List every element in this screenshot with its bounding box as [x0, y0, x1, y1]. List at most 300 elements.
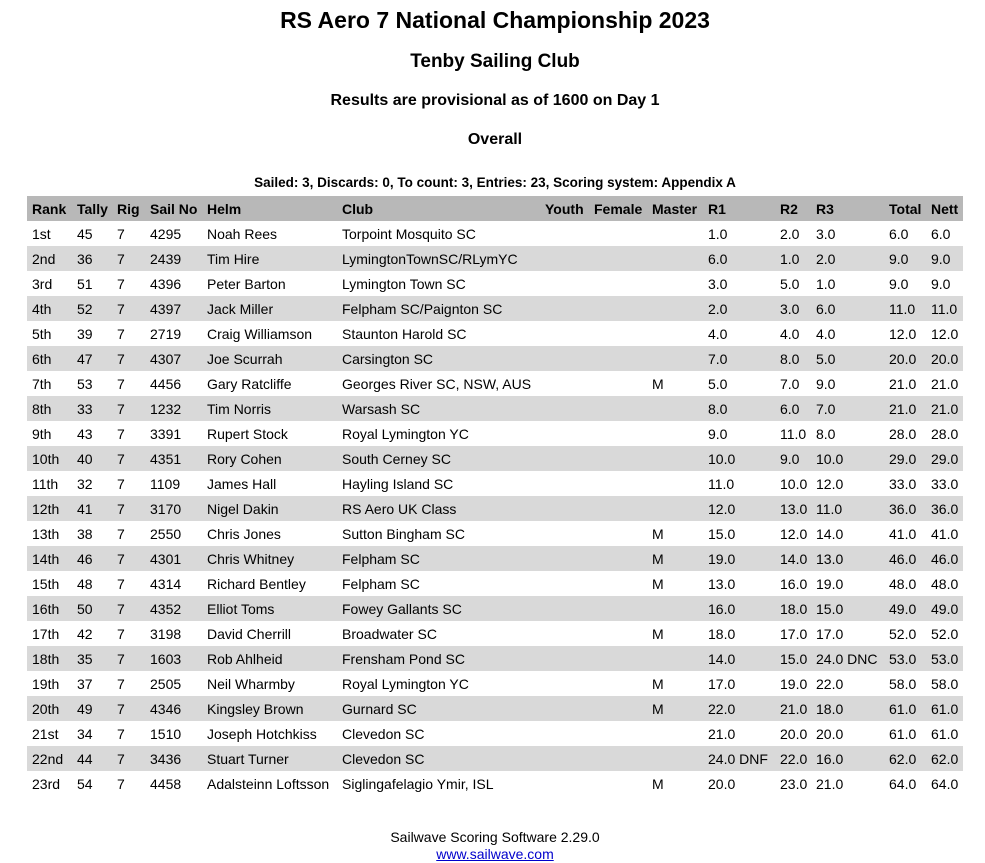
cell-tally: 42 — [72, 621, 112, 646]
cell-club: Gurnard SC — [337, 696, 540, 721]
cell-female — [589, 246, 647, 271]
cell-club: Georges River SC, NSW, AUS — [337, 371, 540, 396]
cell-sail-no: 1603 — [145, 646, 202, 671]
cell-sail-no: 3170 — [145, 496, 202, 521]
cell-youth — [540, 371, 589, 396]
cell-helm: Chris Whitney — [202, 546, 337, 571]
cell-nett: 33.0 — [926, 471, 963, 496]
cell-tally: 34 — [72, 721, 112, 746]
cell-helm: Adalsteinn Loftsson — [202, 771, 337, 796]
cell-rank: 23rd — [27, 771, 72, 796]
column-header-r1: R1 — [703, 196, 775, 221]
cell-total: 58.0 — [884, 671, 926, 696]
cell-r2: 21.0 — [775, 696, 811, 721]
cell-youth — [540, 546, 589, 571]
cell-rank: 8th — [27, 396, 72, 421]
cell-youth — [540, 421, 589, 446]
table-row — [27, 421, 963, 446]
cell-rig: 7 — [112, 696, 145, 721]
cell-sail-no: 3391 — [145, 421, 202, 446]
cell-rig: 7 — [112, 421, 145, 446]
cell-r2: 8.0 — [775, 346, 811, 371]
cell-helm: Craig Williamson — [202, 321, 337, 346]
cell-nett: 46.0 — [926, 546, 963, 571]
cell-r1: 1.0 — [703, 221, 775, 246]
cell-master: M — [647, 546, 703, 571]
cell-master — [647, 721, 703, 746]
cell-r1: 7.0 — [703, 346, 775, 371]
cell-master — [647, 296, 703, 321]
cell-rig: 7 — [112, 521, 145, 546]
cell-r1: 13.0 — [703, 571, 775, 596]
cell-r1: 3.0 — [703, 271, 775, 296]
table-row — [27, 571, 963, 596]
cell-nett: 61.0 — [926, 696, 963, 721]
cell-rank: 15th — [27, 571, 72, 596]
cell-r1: 16.0 — [703, 596, 775, 621]
cell-female — [589, 771, 647, 796]
cell-r3: 12.0 — [811, 471, 884, 496]
cell-nett: 9.0 — [926, 271, 963, 296]
column-header-rig: Rig — [112, 196, 145, 221]
cell-female — [589, 471, 647, 496]
cell-youth — [540, 296, 589, 321]
table-row — [27, 446, 963, 471]
cell-master: M — [647, 621, 703, 646]
cell-sail-no: 4458 — [145, 771, 202, 796]
venue-title: Tenby Sailing Club — [410, 51, 580, 72]
cell-female — [589, 421, 647, 446]
cell-master: M — [647, 671, 703, 696]
cell-total: 29.0 — [884, 446, 926, 471]
cell-female — [589, 446, 647, 471]
cell-youth — [540, 246, 589, 271]
table-row — [27, 746, 963, 771]
cell-total: 48.0 — [884, 571, 926, 596]
cell-rig: 7 — [112, 446, 145, 471]
cell-r1: 22.0 — [703, 696, 775, 721]
cell-nett: 52.0 — [926, 621, 963, 646]
cell-club: Felpham SC — [337, 546, 540, 571]
cell-r3: 18.0 — [811, 696, 884, 721]
cell-r3: 19.0 — [811, 571, 884, 596]
table-row — [27, 771, 963, 796]
cell-r3: 13.0 — [811, 546, 884, 571]
table-row — [27, 496, 963, 521]
cell-r3: 4.0 — [811, 321, 884, 346]
cell-club: Lymington Town SC — [337, 271, 540, 296]
cell-r2: 1.0 — [775, 246, 811, 271]
cell-female — [589, 521, 647, 546]
cell-total: 52.0 — [884, 621, 926, 646]
table-row — [27, 621, 963, 646]
cell-total: 20.0 — [884, 346, 926, 371]
cell-r2: 15.0 — [775, 646, 811, 671]
cell-rank: 1st — [27, 221, 72, 246]
cell-female — [589, 271, 647, 296]
cell-r3: 10.0 — [811, 446, 884, 471]
cell-rig: 7 — [112, 721, 145, 746]
cell-r1: 21.0 — [703, 721, 775, 746]
cell-rig: 7 — [112, 321, 145, 346]
cell-club: Royal Lymington YC — [337, 671, 540, 696]
cell-r1: 4.0 — [703, 321, 775, 346]
cell-rank: 11th — [27, 471, 72, 496]
cell-rank: 12th — [27, 496, 72, 521]
cell-master: M — [647, 771, 703, 796]
cell-female — [589, 746, 647, 771]
table-row — [27, 596, 963, 621]
cell-total: 11.0 — [884, 296, 926, 321]
cell-r1: 24.0 DNF — [703, 746, 775, 771]
cell-r3: 9.0 — [811, 371, 884, 396]
cell-master — [647, 421, 703, 446]
cell-r3: 8.0 — [811, 421, 884, 446]
cell-r2: 16.0 — [775, 571, 811, 596]
cell-total: 41.0 — [884, 521, 926, 546]
cell-female — [589, 621, 647, 646]
cell-tally: 32 — [72, 471, 112, 496]
cell-r2: 12.0 — [775, 521, 811, 546]
cell-master — [647, 221, 703, 246]
cell-r1: 15.0 — [703, 521, 775, 546]
cell-club: Clevedon SC — [337, 746, 540, 771]
cell-female — [589, 721, 647, 746]
cell-tally: 39 — [72, 321, 112, 346]
cell-sail-no: 4456 — [145, 371, 202, 396]
cell-total: 61.0 — [884, 721, 926, 746]
cell-tally: 35 — [72, 646, 112, 671]
table-row — [27, 696, 963, 721]
cell-tally: 44 — [72, 746, 112, 771]
cell-helm: Gary Ratcliffe — [202, 371, 337, 396]
cell-female — [589, 496, 647, 521]
cell-youth — [540, 671, 589, 696]
cell-r2: 4.0 — [775, 321, 811, 346]
cell-r3: 14.0 — [811, 521, 884, 546]
cell-r2: 14.0 — [775, 546, 811, 571]
table-row — [27, 371, 963, 396]
cell-youth — [540, 646, 589, 671]
cell-r3: 7.0 — [811, 396, 884, 421]
cell-total: 21.0 — [884, 396, 926, 421]
cell-total: 49.0 — [884, 596, 926, 621]
cell-master — [647, 646, 703, 671]
cell-r2: 5.0 — [775, 271, 811, 296]
cell-helm: Peter Barton — [202, 271, 337, 296]
cell-helm: Neil Wharmby — [202, 671, 337, 696]
cell-total: 21.0 — [884, 371, 926, 396]
cell-r2: 20.0 — [775, 721, 811, 746]
cell-sail-no: 4352 — [145, 596, 202, 621]
cell-rank: 19th — [27, 671, 72, 696]
cell-sail-no: 4396 — [145, 271, 202, 296]
cell-club: Torpoint Mosquito SC — [337, 221, 540, 246]
cell-tally: 41 — [72, 496, 112, 521]
cell-sail-no: 1232 — [145, 396, 202, 421]
cell-youth — [540, 721, 589, 746]
cell-sail-no: 2719 — [145, 321, 202, 346]
cell-nett: 21.0 — [926, 396, 963, 421]
section-title: Overall — [467, 131, 523, 148]
cell-r1: 9.0 — [703, 421, 775, 446]
software-credit: Sailwave Scoring Software 2.29.0 — [390, 829, 600, 845]
cell-sail-no: 3198 — [145, 621, 202, 646]
cell-helm: Chris Jones — [202, 521, 337, 546]
cell-total: 12.0 — [884, 321, 926, 346]
cell-nett: 49.0 — [926, 596, 963, 621]
cell-r3: 20.0 — [811, 721, 884, 746]
cell-female — [589, 221, 647, 246]
cell-tally: 45 — [72, 221, 112, 246]
cell-female — [589, 646, 647, 671]
cell-club: Sutton Bingham SC — [337, 521, 540, 546]
cell-r3: 5.0 — [811, 346, 884, 371]
cell-nett: 28.0 — [926, 421, 963, 446]
cell-tally: 54 — [72, 771, 112, 796]
cell-tally: 37 — [72, 671, 112, 696]
cell-tally: 53 — [72, 371, 112, 396]
table-row — [27, 521, 963, 546]
cell-helm: Tim Norris — [202, 396, 337, 421]
column-header-helm: Helm — [202, 196, 337, 221]
sailwave-link[interactable]: www.sailwave.com — [436, 846, 554, 862]
cell-rig: 7 — [112, 296, 145, 321]
cell-total: 6.0 — [884, 221, 926, 246]
cell-master: M — [647, 696, 703, 721]
cell-r3: 16.0 — [811, 746, 884, 771]
cell-sail-no: 1510 — [145, 721, 202, 746]
cell-r1: 5.0 — [703, 371, 775, 396]
cell-rig: 7 — [112, 221, 145, 246]
cell-female — [589, 346, 647, 371]
cell-club: Hayling Island SC — [337, 471, 540, 496]
cell-club: Royal Lymington YC — [337, 421, 540, 446]
cell-youth — [540, 521, 589, 546]
cell-helm: Rupert Stock — [202, 421, 337, 446]
cell-r1: 19.0 — [703, 546, 775, 571]
cell-nett: 11.0 — [926, 296, 963, 321]
cell-rig: 7 — [112, 671, 145, 696]
cell-female — [589, 546, 647, 571]
cell-nett: 41.0 — [926, 521, 963, 546]
column-header-r2: R2 — [775, 196, 811, 221]
cell-rank: 2nd — [27, 246, 72, 271]
cell-r1: 18.0 — [703, 621, 775, 646]
cell-total: 33.0 — [884, 471, 926, 496]
cell-tally: 36 — [72, 246, 112, 271]
provisional-status: Results are provisional as of 1600 on Day 1 — [330, 92, 660, 109]
cell-club: Broadwater SC — [337, 621, 540, 646]
cell-nett: 61.0 — [926, 721, 963, 746]
cell-total: 53.0 — [884, 646, 926, 671]
cell-total: 64.0 — [884, 771, 926, 796]
cell-rig: 7 — [112, 396, 145, 421]
table-row — [27, 671, 963, 696]
cell-total: 62.0 — [884, 746, 926, 771]
cell-tally: 49 — [72, 696, 112, 721]
cell-youth — [540, 471, 589, 496]
results-table — [27, 196, 963, 796]
cell-r3: 3.0 — [811, 221, 884, 246]
cell-r1: 8.0 — [703, 396, 775, 421]
cell-tally: 51 — [72, 271, 112, 296]
cell-total: 9.0 — [884, 271, 926, 296]
cell-rank: 6th — [27, 346, 72, 371]
cell-master — [647, 321, 703, 346]
cell-sail-no: 4314 — [145, 571, 202, 596]
cell-club: LymingtonTownSC/RLymYC — [337, 246, 540, 271]
column-header-female: Female — [589, 196, 647, 221]
cell-club: Carsington SC — [337, 346, 540, 371]
cell-r2: 10.0 — [775, 471, 811, 496]
table-row — [27, 471, 963, 496]
cell-helm: Rob Ahlheid — [202, 646, 337, 671]
column-header-sail-no: Sail No — [145, 196, 202, 221]
cell-r2: 19.0 — [775, 671, 811, 696]
table-row — [27, 396, 963, 421]
cell-youth — [540, 496, 589, 521]
cell-youth — [540, 696, 589, 721]
table-row — [27, 346, 963, 371]
cell-tally: 33 — [72, 396, 112, 421]
cell-r3: 17.0 — [811, 621, 884, 646]
cell-tally: 40 — [72, 446, 112, 471]
cell-rank: 18th — [27, 646, 72, 671]
cell-club: Clevedon SC — [337, 721, 540, 746]
cell-youth — [540, 446, 589, 471]
table-row — [27, 546, 963, 571]
cell-master: M — [647, 521, 703, 546]
results-header — [27, 196, 963, 221]
cell-helm: Jack Miller — [202, 296, 337, 321]
cell-total: 61.0 — [884, 696, 926, 721]
cell-club: Felpham SC — [337, 571, 540, 596]
cell-r3: 2.0 — [811, 246, 884, 271]
cell-helm: Nigel Dakin — [202, 496, 337, 521]
cell-rig: 7 — [112, 496, 145, 521]
table-row — [27, 221, 963, 246]
page-title: RS Aero 7 National Championship 2023 — [280, 7, 710, 33]
cell-club: Siglingafelagio Ymir, ISL — [337, 771, 540, 796]
cell-tally: 47 — [72, 346, 112, 371]
cell-rig: 7 — [112, 571, 145, 596]
cell-sail-no: 3436 — [145, 746, 202, 771]
cell-r1: 10.0 — [703, 446, 775, 471]
footer — [0, 829, 985, 863]
cell-rig: 7 — [112, 621, 145, 646]
cell-r1: 6.0 — [703, 246, 775, 271]
cell-r1: 12.0 — [703, 496, 775, 521]
cell-nett: 58.0 — [926, 671, 963, 696]
column-header-tally: Tally — [72, 196, 112, 221]
cell-rig: 7 — [112, 271, 145, 296]
cell-rig: 7 — [112, 746, 145, 771]
column-header-r3: R3 — [811, 196, 884, 221]
cell-r3: 21.0 — [811, 771, 884, 796]
cell-rank: 17th — [27, 621, 72, 646]
cell-r2: 23.0 — [775, 771, 811, 796]
table-row — [27, 271, 963, 296]
cell-youth — [540, 346, 589, 371]
cell-sail-no: 4295 — [145, 221, 202, 246]
cell-r2: 11.0 — [775, 421, 811, 446]
cell-helm: Stuart Turner — [202, 746, 337, 771]
cell-tally: 50 — [72, 596, 112, 621]
cell-nett: 9.0 — [926, 246, 963, 271]
cell-nett: 6.0 — [926, 221, 963, 246]
cell-helm: Noah Rees — [202, 221, 337, 246]
cell-helm: Rory Cohen — [202, 446, 337, 471]
column-header-youth: Youth — [540, 196, 589, 221]
cell-master: M — [647, 571, 703, 596]
cell-sail-no: 4346 — [145, 696, 202, 721]
cell-r2: 17.0 — [775, 621, 811, 646]
table-row — [27, 321, 963, 346]
cell-r3: 15.0 — [811, 596, 884, 621]
cell-master — [647, 496, 703, 521]
cell-youth — [540, 746, 589, 771]
cell-nett: 53.0 — [926, 646, 963, 671]
cell-youth — [540, 271, 589, 296]
cell-master — [647, 346, 703, 371]
header-row — [27, 196, 963, 221]
cell-r2: 22.0 — [775, 746, 811, 771]
cell-r2: 3.0 — [775, 296, 811, 321]
cell-helm: Elliot Toms — [202, 596, 337, 621]
cell-youth — [540, 621, 589, 646]
cell-youth — [540, 396, 589, 421]
cell-helm: Joe Scurrah — [202, 346, 337, 371]
cell-rank: 9th — [27, 421, 72, 446]
cell-rank: 5th — [27, 321, 72, 346]
cell-r3: 22.0 — [811, 671, 884, 696]
cell-female — [589, 696, 647, 721]
cell-r2: 7.0 — [775, 371, 811, 396]
cell-helm: Richard Bentley — [202, 571, 337, 596]
cell-club: Staunton Harold SC — [337, 321, 540, 346]
cell-female — [589, 396, 647, 421]
cell-rank: 16th — [27, 596, 72, 621]
cell-master — [647, 246, 703, 271]
cell-master — [647, 396, 703, 421]
cell-r3: 24.0 DNC — [811, 646, 884, 671]
cell-nett: 62.0 — [926, 746, 963, 771]
cell-master — [647, 746, 703, 771]
cell-master — [647, 471, 703, 496]
cell-sail-no: 4307 — [145, 346, 202, 371]
column-header-club: Club — [337, 196, 540, 221]
cell-r2: 13.0 — [775, 496, 811, 521]
cell-female — [589, 296, 647, 321]
column-header-rank: Rank — [27, 196, 72, 221]
cell-r2: 6.0 — [775, 396, 811, 421]
cell-female — [589, 671, 647, 696]
cell-rank: 14th — [27, 546, 72, 571]
cell-club: Felpham SC/Paignton SC — [337, 296, 540, 321]
cell-nett: 29.0 — [926, 446, 963, 471]
cell-rank: 20th — [27, 696, 72, 721]
cell-helm: Tim Hire — [202, 246, 337, 271]
cell-female — [589, 321, 647, 346]
cell-nett: 21.0 — [926, 371, 963, 396]
cell-rig: 7 — [112, 346, 145, 371]
cell-r1: 14.0 — [703, 646, 775, 671]
cell-nett: 20.0 — [926, 346, 963, 371]
cell-total: 28.0 — [884, 421, 926, 446]
cell-helm: James Hall — [202, 471, 337, 496]
cell-club: South Cerney SC — [337, 446, 540, 471]
